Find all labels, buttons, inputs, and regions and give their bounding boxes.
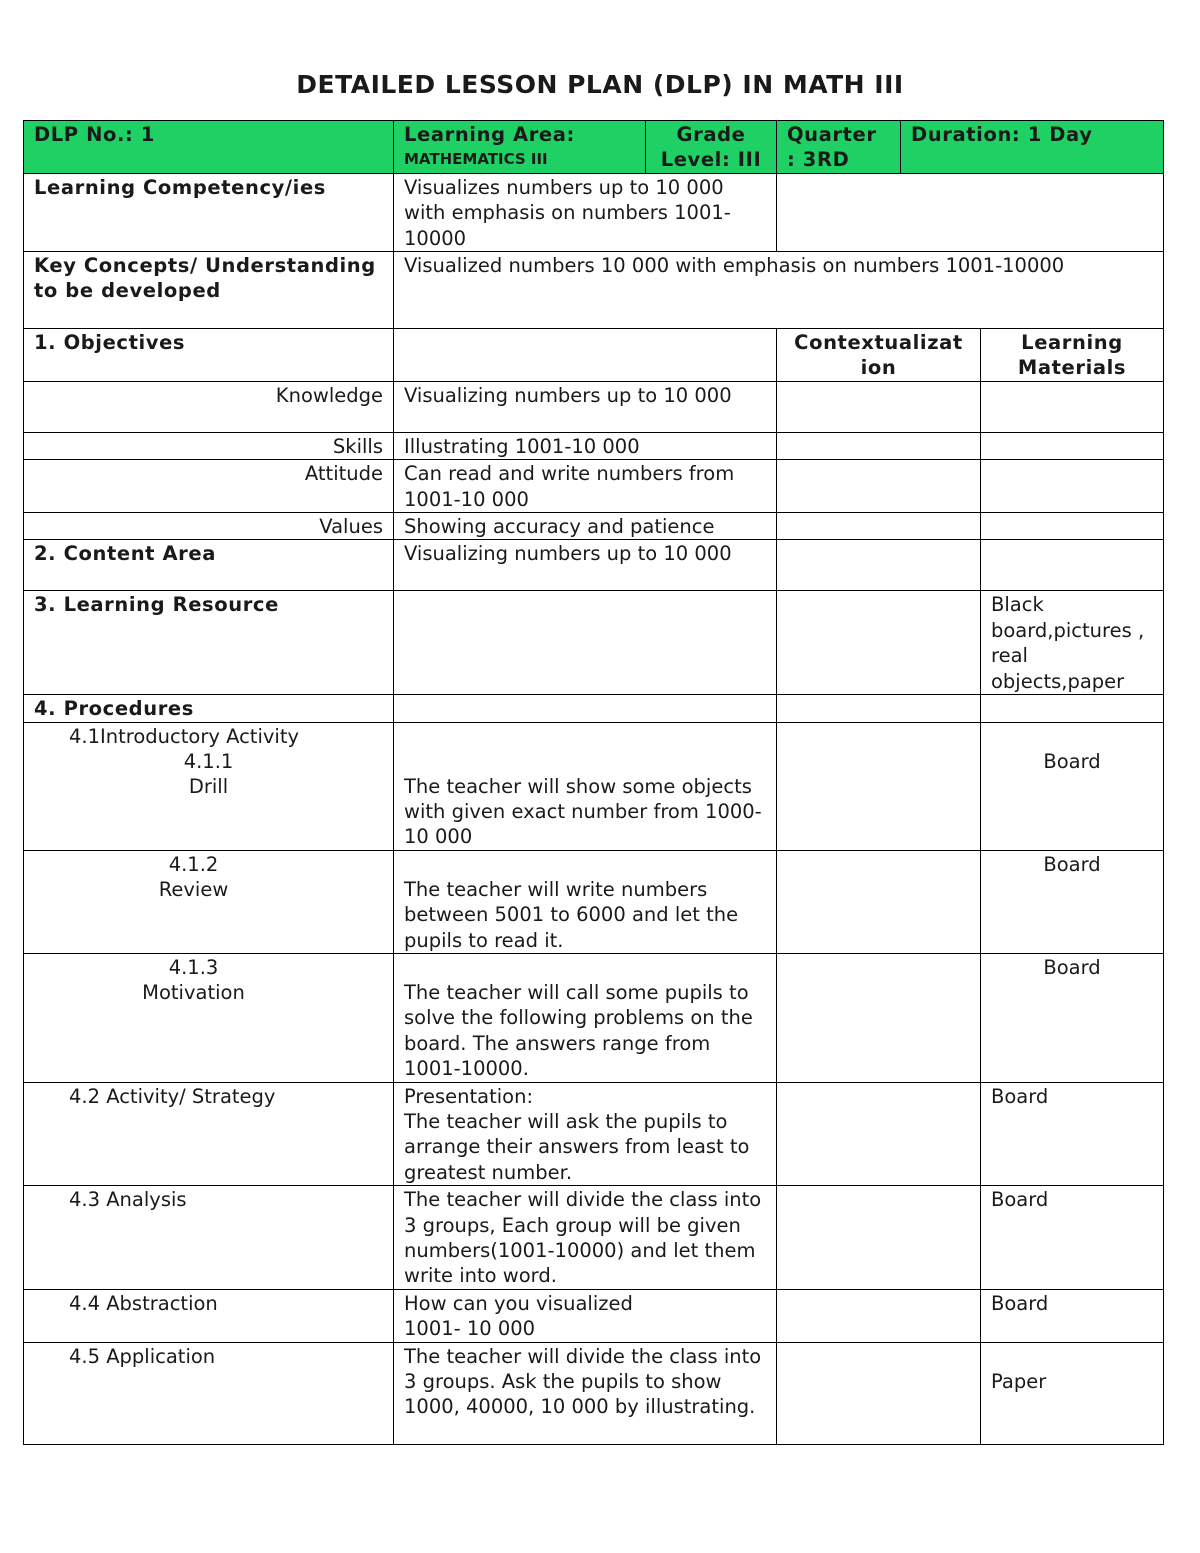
blank-cell	[777, 1082, 981, 1186]
motivation-label-cell	[24, 953, 394, 1082]
application-text: The teacher will divide the class into 3 groups. Ask the pupils to show 1000, 40000, 10 000 by illustrating.	[394, 1342, 777, 1444]
content-area-label: 2. Content Area	[24, 540, 394, 591]
objective-value: Illustrating 1001-10 000	[394, 432, 777, 459]
blank-cell	[394, 695, 777, 722]
activity-materials: Board	[981, 1082, 1164, 1186]
blank-cell	[981, 695, 1164, 722]
dlp-number: DLP No.: 1	[24, 121, 394, 174]
objective-label: Attitude	[24, 460, 394, 513]
review-label-cell	[24, 850, 394, 953]
learning-resource-row	[24, 591, 1164, 695]
drill-name: Drill	[188, 775, 229, 799]
activity-label: 4.2 Activity/ Strategy	[24, 1082, 394, 1186]
activity-row	[24, 1082, 1164, 1186]
motivation-materials: Board	[981, 953, 1164, 1082]
procedures-header-row	[24, 695, 1164, 722]
blank-cell	[777, 1289, 981, 1342]
competency-value: Visualizes numbers up to 10 000 with emphasis on numbers 1001-10000	[394, 173, 777, 251]
blank-cell	[777, 1186, 981, 1290]
learning-resource-label: 3. Learning Resource	[24, 591, 394, 695]
drill-text: The teacher will show some objects with given exact number from 1000-10 000	[394, 722, 777, 850]
objectives-blank	[394, 329, 777, 382]
key-concepts-label: Key Concepts/ Understanding to be developed	[24, 252, 394, 329]
motivation-name: Motivation	[142, 981, 245, 1005]
motivation-number: 4.1.3	[168, 955, 219, 979]
key-concepts-row	[24, 252, 1164, 329]
blank-cell	[981, 540, 1164, 591]
objective-row	[24, 381, 1164, 432]
drill-number: 4.1.1	[183, 749, 234, 773]
abstraction-text: How can you visualized 1001- 10 000	[394, 1289, 777, 1342]
review-text: The teacher will write numbers between 5001 to 6000 and let the pupils to read it.	[394, 850, 777, 953]
blank-cell	[777, 1342, 981, 1444]
objectives-header-row	[24, 329, 1164, 382]
blank-cell	[777, 432, 981, 459]
contextualization-header: Contextualizat ion	[777, 329, 981, 382]
blank-cell	[777, 953, 981, 1082]
abstraction-label: 4.4 Abstraction	[24, 1289, 394, 1342]
application-label: 4.5 Application	[24, 1342, 394, 1444]
review-name: Review	[158, 878, 229, 902]
competency-blank	[777, 173, 1164, 251]
blank-cell	[777, 695, 981, 722]
blank-cell	[981, 460, 1164, 513]
objective-row	[24, 432, 1164, 459]
analysis-row	[24, 1186, 1164, 1290]
motivation-row	[24, 953, 1164, 1082]
review-number: 4.1.2	[168, 852, 219, 876]
review-materials: Board	[981, 850, 1164, 953]
blank-cell	[394, 591, 777, 695]
drill-label-cell	[24, 722, 394, 850]
objective-row	[24, 513, 1164, 540]
objectives-label: 1. Objectives	[24, 329, 394, 382]
learning-resource-materials: Black board,pictures , real objects,paper	[981, 591, 1164, 695]
learning-area-value: MATHEMATICS III	[404, 150, 548, 169]
learning-area-cell	[394, 121, 646, 174]
blank-cell	[981, 513, 1164, 540]
analysis-materials: Board	[981, 1186, 1164, 1290]
drill-materials: Board	[981, 722, 1164, 850]
motivation-text: The teacher will call some pupils to solve the following problems on the board. The answers range from 1001-10000.	[394, 953, 777, 1082]
blank-cell	[981, 381, 1164, 432]
content-area-value: Visualizing numbers up to 10 000	[394, 540, 777, 591]
blank-cell	[777, 850, 981, 953]
review-row	[24, 850, 1164, 953]
activity-text: Presentation: The teacher will ask the pupils to arrange their answers from least to greatest number.	[394, 1082, 777, 1186]
blank-cell	[777, 722, 981, 850]
objective-value: Can read and write numbers from 1001-10 000	[394, 460, 777, 513]
blank-cell	[777, 540, 981, 591]
abstraction-materials: Board	[981, 1289, 1164, 1342]
blank-cell	[981, 432, 1164, 459]
grade-level: Grade Level: III	[646, 121, 777, 174]
blank-cell	[777, 460, 981, 513]
objective-row	[24, 460, 1164, 513]
objective-value: Showing accuracy and patience	[394, 513, 777, 540]
lesson-plan-table	[23, 120, 1164, 1445]
objective-value: Visualizing numbers up to 10 000	[394, 381, 777, 432]
header-row	[24, 121, 1164, 174]
analysis-label: 4.3 Analysis	[24, 1186, 394, 1290]
procedures-label: 4. Procedures	[24, 695, 394, 722]
content-area-row	[24, 540, 1164, 591]
objective-label: Knowledge	[24, 381, 394, 432]
competency-row	[24, 173, 1164, 251]
learning-area-label: Learning Area:	[404, 123, 575, 146]
blank-cell	[777, 513, 981, 540]
analysis-text: The teacher will divide the class into 3 groups, Each group will be given numbers(1001-10000) and let them write into word.	[394, 1186, 777, 1290]
key-concepts-value: Visualized numbers 10 000 with emphasis on numbers 1001-10000	[394, 252, 1164, 329]
objective-label: Skills	[24, 432, 394, 459]
drill-row	[24, 722, 1164, 850]
duration: Duration: 1 Day	[901, 121, 1164, 174]
blank-cell	[777, 381, 981, 432]
blank-cell	[777, 591, 981, 695]
page-title: DETAILED LESSON PLAN (DLP) IN MATH III	[296, 70, 904, 99]
learning-materials-header: Learning Materials	[981, 329, 1164, 382]
application-row	[24, 1342, 1164, 1444]
application-materials: Paper	[981, 1342, 1164, 1444]
abstraction-row	[24, 1289, 1164, 1342]
objective-label: Values	[24, 513, 394, 540]
quarter: Quarter : 3RD	[777, 121, 901, 174]
intro-activity-label: 4.1Introductory Activity	[69, 724, 300, 748]
competency-label: Learning Competency/ies	[24, 173, 394, 251]
